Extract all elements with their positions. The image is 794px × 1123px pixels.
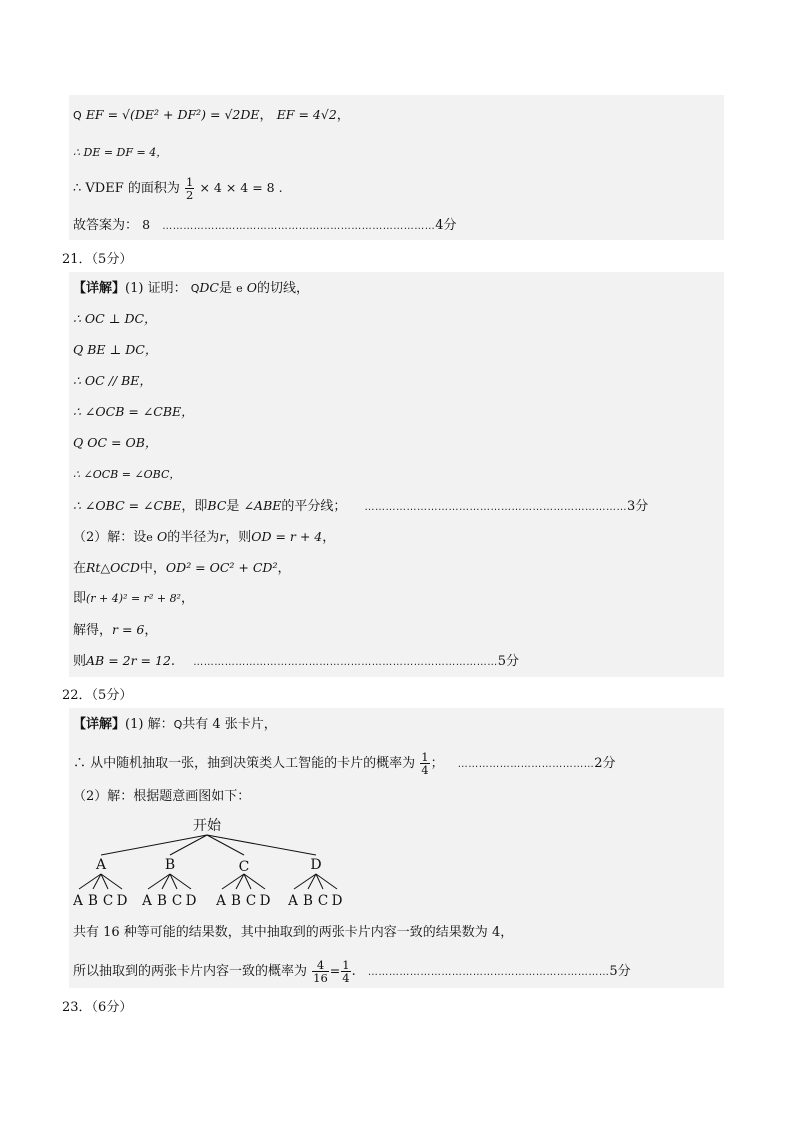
sep: ， bbox=[336, 108, 350, 123]
fraction-one-quarter bbox=[341, 959, 350, 984]
tree-leaf-B-D: D bbox=[185, 893, 197, 909]
r-label: r bbox=[219, 529, 226, 544]
score-2: 2分 bbox=[594, 756, 616, 771]
tree-leaf-D-C: C bbox=[317, 893, 329, 909]
tree-leaf-B-A: A bbox=[142, 893, 152, 909]
tree-leaf-A-B: B bbox=[88, 893, 98, 909]
score-3: 3分 bbox=[627, 499, 649, 514]
text: （2）解：设 bbox=[73, 530, 147, 545]
text: 中， bbox=[139, 561, 166, 576]
numerator: 1 bbox=[186, 175, 194, 189]
detail-tag: 【详解】 bbox=[73, 717, 126, 732]
s21-line-11 bbox=[73, 590, 194, 608]
circle-symbol: e bbox=[146, 531, 153, 544]
denominator: 4 bbox=[421, 763, 429, 777]
tree-leaf-D-A: A bbox=[288, 893, 298, 909]
tree-node-C: C bbox=[238, 859, 250, 875]
tree-node-A: A bbox=[95, 857, 107, 873]
text: ，即 bbox=[181, 499, 208, 514]
text: 在 bbox=[73, 561, 87, 576]
question-22-heading: 22．（5分） bbox=[62, 688, 133, 703]
text: ， bbox=[322, 530, 336, 545]
because-symbol: Q bbox=[190, 282, 200, 295]
s21-line-7 bbox=[73, 466, 180, 484]
eq: OD = r + 4 bbox=[251, 529, 323, 544]
leader-dots: …………………………………………………………………………… bbox=[193, 657, 498, 668]
fraction-one-half bbox=[185, 176, 194, 201]
eq: ∴ ∠OBC = ∠CBE bbox=[73, 498, 182, 513]
eq: ∴ ∠OCB = ∠OBC， bbox=[73, 468, 181, 481]
text: . bbox=[351, 964, 356, 979]
s21-line-10 bbox=[73, 559, 290, 578]
text: ， bbox=[180, 591, 194, 606]
fraction-one-quarter bbox=[420, 751, 429, 776]
proof-label: (1) 证明： bbox=[125, 281, 187, 296]
text: ∴ 从中随机抽取一张，抽到决策类人工智能的卡片的概率为 bbox=[73, 756, 416, 771]
tree-edge-B-A bbox=[148, 874, 170, 889]
s21-line-12 bbox=[73, 621, 157, 640]
s21-line-3 bbox=[73, 341, 157, 360]
text: 共有 16 种等可能的结果数，其中抽取到的两张卡片内容一致的结果数为 4， bbox=[73, 925, 514, 940]
because-symbol: Q bbox=[173, 718, 183, 731]
tree-leaf-B-C: C bbox=[171, 893, 183, 909]
eq: OD² = OC² + CD² bbox=[165, 560, 278, 575]
denominator: 16 bbox=[313, 971, 328, 985]
eq: ∴ ∠OCB = ∠CBE， bbox=[73, 404, 194, 419]
bc-label: BC bbox=[207, 498, 227, 513]
s21-line-4 bbox=[73, 372, 152, 391]
s22-line-4 bbox=[73, 924, 513, 942]
sep: ， bbox=[259, 108, 273, 123]
tree-leaf-C-C: C bbox=[245, 893, 257, 909]
tree-diagram bbox=[71, 814, 371, 916]
question-21-heading: 21．（5分） bbox=[62, 252, 133, 267]
o-label: O bbox=[246, 280, 258, 295]
numerator: 1 bbox=[421, 750, 429, 764]
text: 是 bbox=[218, 281, 232, 296]
question-23-heading: 23．（6分） bbox=[62, 1000, 133, 1015]
detail-tag: 【详解】 bbox=[73, 281, 126, 296]
ef-value: EF = 4√2 bbox=[276, 107, 337, 122]
tree-leaf-C-D: D bbox=[259, 893, 271, 909]
score-5: 5分 bbox=[609, 964, 631, 979]
tree-edge-A-A bbox=[79, 874, 101, 889]
s22-line-5 bbox=[73, 959, 631, 984]
fraction-four-sixteenths bbox=[312, 959, 329, 984]
s22-line-1 bbox=[73, 716, 277, 734]
s22-line-2 bbox=[73, 751, 616, 776]
eq: Q BE ⊥ DC， bbox=[73, 342, 158, 357]
equals: = bbox=[329, 963, 341, 978]
ef-formula: EF = √(DE² + DF²) = √2DE bbox=[85, 107, 260, 122]
text: 解得， bbox=[73, 623, 113, 638]
text: 所以抽取到的两张卡片内容一致的概率为 bbox=[73, 964, 308, 979]
eq: ∴ OC ⊥ DC， bbox=[73, 311, 157, 326]
text: ，则 bbox=[225, 530, 252, 545]
tree-leaf-A-A: A bbox=[73, 893, 83, 909]
o-label: O bbox=[156, 529, 168, 544]
eq: ∴ OC // BE， bbox=[73, 373, 152, 388]
leader-dots: …………………………………………………………………… bbox=[162, 221, 436, 232]
text: 是 bbox=[226, 499, 240, 514]
tree-edge-D-A bbox=[294, 874, 316, 889]
answer-label: 故答案为： bbox=[73, 218, 139, 233]
s21-line-6 bbox=[73, 434, 157, 453]
s21-line-5 bbox=[73, 403, 194, 422]
tree-root-label: 开始 bbox=[193, 818, 221, 834]
leader-dots: ………………………………… bbox=[457, 759, 595, 770]
s20-line-3 bbox=[73, 176, 283, 201]
text: (1) 解： bbox=[125, 717, 174, 732]
dc-label: DC bbox=[199, 280, 219, 295]
s22-line-3 bbox=[73, 788, 250, 806]
tree-leaf-D-D: D bbox=[331, 893, 343, 909]
eq: AB = 2r = 12 bbox=[86, 653, 171, 668]
denominator: 4 bbox=[342, 971, 350, 985]
therefore-symbol: Q bbox=[73, 109, 82, 122]
tree-leaf-D-B: B bbox=[303, 893, 313, 909]
text: （2）解：根据题意画图如下： bbox=[73, 789, 251, 804]
tree-leaf-C-A: A bbox=[216, 893, 226, 909]
text: 即 bbox=[73, 591, 87, 606]
s20-line-1 bbox=[73, 106, 350, 125]
triangle-label: Rt△OCD bbox=[86, 560, 140, 575]
tree-leaf-A-C: C bbox=[102, 893, 114, 909]
s20-line-4 bbox=[73, 216, 457, 236]
eq: (r + 4)² = r² + 8² bbox=[86, 592, 181, 605]
tree-edge-root-A bbox=[101, 835, 207, 855]
tree-leaf-C-B: B bbox=[231, 893, 241, 909]
score-5: 5分 bbox=[497, 654, 519, 669]
text: ； bbox=[430, 756, 444, 771]
s21-line-1 bbox=[73, 279, 309, 298]
tree-node-D: D bbox=[310, 857, 322, 873]
eq: Q OC = OB， bbox=[73, 435, 158, 450]
leader-dots: ………………………………………………………………… bbox=[364, 502, 628, 513]
s21-line-9 bbox=[73, 528, 335, 547]
s21-line-8 bbox=[73, 497, 648, 517]
denominator: 2 bbox=[186, 188, 194, 202]
text: . bbox=[170, 654, 176, 669]
score-4: 4分 bbox=[435, 218, 457, 233]
answer-value: 8 bbox=[142, 217, 151, 232]
s20-line-2 bbox=[73, 144, 167, 162]
s21-line-2 bbox=[73, 310, 157, 329]
text: 的平分线； bbox=[281, 499, 347, 514]
area-product: × 4 × 4 = 8 . bbox=[199, 180, 283, 195]
angle-abe: ∠ABE bbox=[243, 498, 282, 513]
text: 的切线， bbox=[257, 281, 310, 296]
tree-edge-root-D bbox=[207, 835, 316, 855]
s21-line-13 bbox=[73, 652, 519, 672]
tree-edge-C-A bbox=[222, 874, 244, 889]
area-text: ∴ VDEF 的面积为 bbox=[73, 181, 180, 196]
tree-node-B: B bbox=[164, 857, 176, 873]
circle-symbol: e bbox=[236, 282, 243, 295]
text: 的半径为 bbox=[167, 530, 220, 545]
leader-dots: …………………………………………………………… bbox=[367, 967, 610, 978]
text: 则 bbox=[73, 654, 87, 669]
text: ， bbox=[277, 561, 291, 576]
tree-leaf-A-D: D bbox=[116, 893, 128, 909]
numerator: 4 bbox=[312, 959, 329, 972]
text: 共有 4 张卡片， bbox=[182, 717, 277, 732]
tree-leaf-B-B: B bbox=[157, 893, 167, 909]
de-df-equation: ∴ DE = DF = 4， bbox=[73, 146, 168, 159]
eq: r = 6 bbox=[112, 622, 145, 637]
numerator: 1 bbox=[342, 958, 350, 972]
text: ， bbox=[144, 623, 158, 638]
